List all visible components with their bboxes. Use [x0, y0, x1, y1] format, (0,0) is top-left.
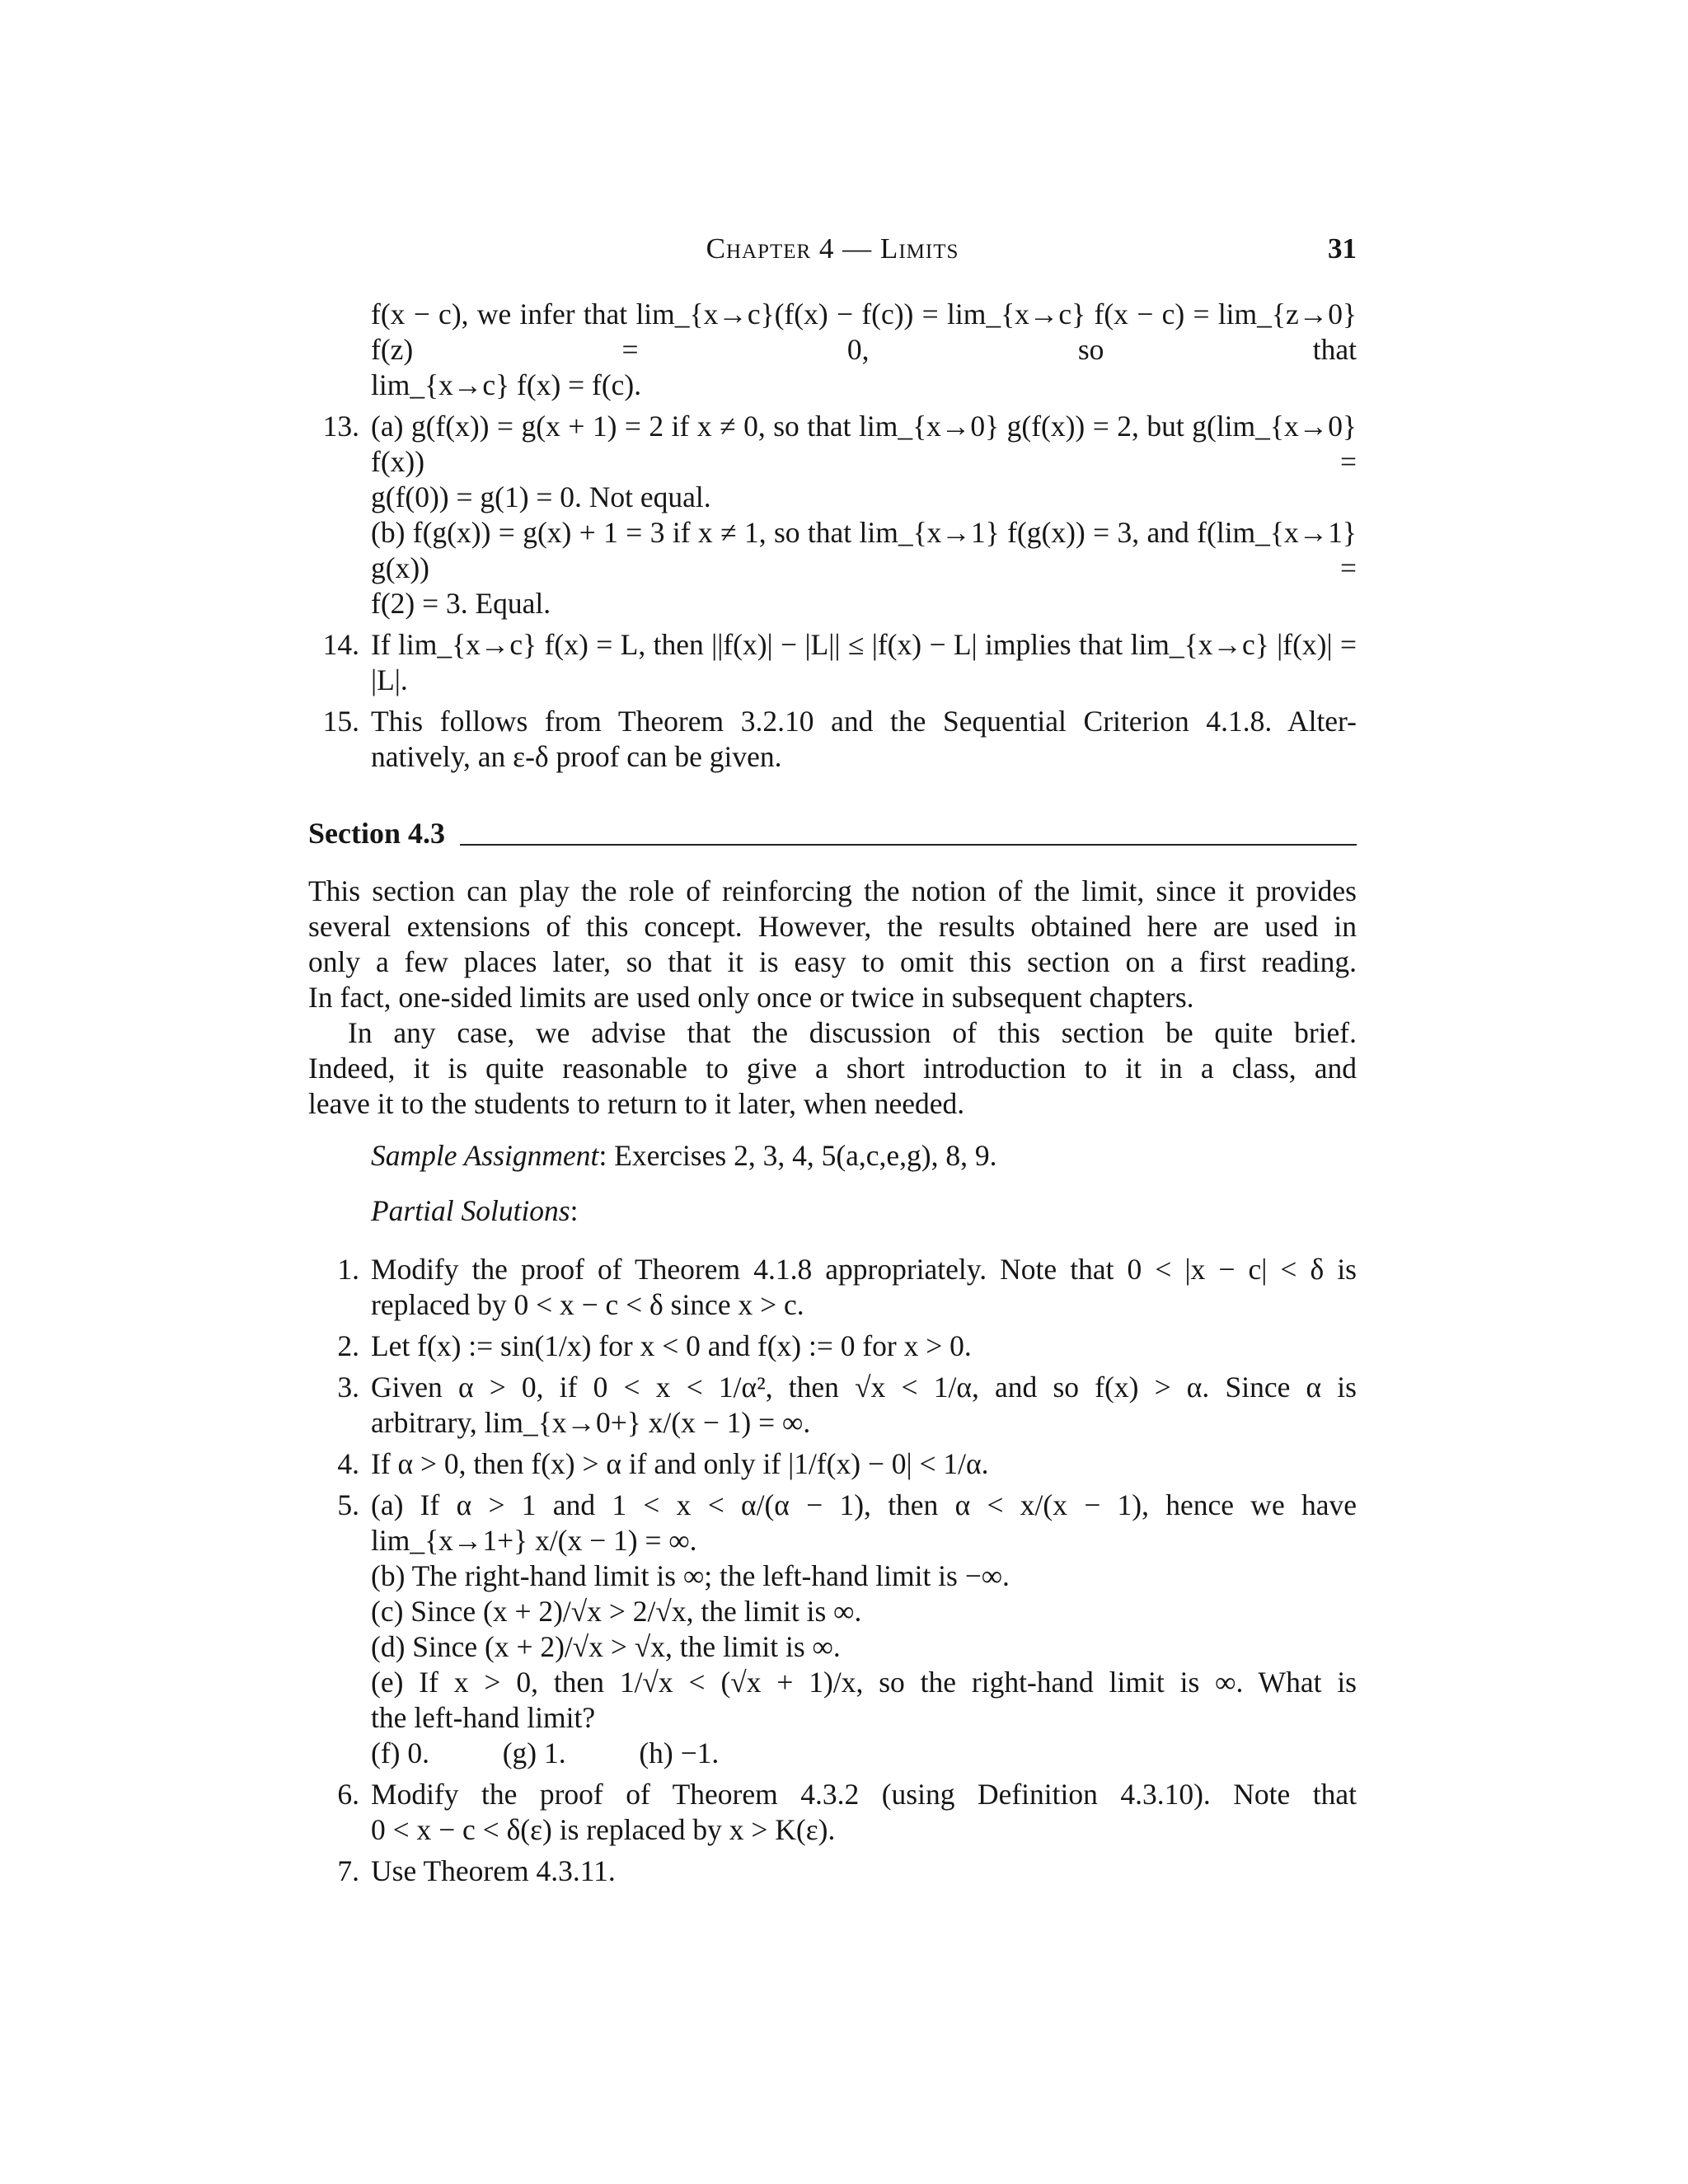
section-rule	[308, 844, 1357, 846]
text-line: Use Theorem 4.3.11.	[371, 1854, 616, 1887]
text-line: Modify the proof of Theorem 4.1.8 appropriately. Note that 0 < |x − c| < δ is	[371, 1253, 1357, 1286]
text-line: arbitrary, lim_{x→0+} x/(x − 1) = ∞.	[371, 1406, 811, 1439]
page-body	[308, 297, 1357, 1895]
text-line: This section can play the role of reinforcing the notion of the limit, since it provides	[308, 874, 1357, 907]
item-number: 15.	[322, 705, 359, 738]
section-paragraph-1	[308, 874, 1357, 1015]
text-line: only a few places later, so that it is easy to omit this section on a first reading.	[308, 945, 1357, 978]
text-line: (b) f(g(x)) = g(x) + 1 = 3 if x ≠ 1, so that lim_{x→1} f(g(x)) = 3, and f(lim_{x→1} g(x)) =	[371, 516, 1357, 584]
solution-item-6	[308, 1777, 1357, 1848]
text-line: (b) The right-hand limit is ∞; the left-hand limit is −∞.	[371, 1559, 1010, 1592]
solution-item-14	[308, 627, 1357, 698]
item-number: 2.	[337, 1329, 359, 1362]
item-number: 6.	[337, 1778, 359, 1811]
text-line: Indeed, it is quite reasonable to give a short introduction to it in a class, and	[308, 1052, 1357, 1085]
section-heading	[308, 816, 1357, 852]
text-line: leave it to the students to return to it later, when needed.	[308, 1087, 965, 1120]
item-number: 7.	[337, 1854, 359, 1887]
text-line: Modify the proof of Theorem 4.3.2 (using Definition 4.3.10). Note that	[371, 1778, 1357, 1811]
item-number: 1.	[337, 1253, 359, 1286]
text-line: natively, an ε-δ proof can be given.	[371, 740, 782, 773]
text-line: (a) g(f(x)) = g(x + 1) = 2 if x ≠ 0, so that lim_{x→0} g(f(x)) = 2, but g(lim_{x→0} f(x)) =	[371, 410, 1357, 478]
text-line: lim_{x→1+} x/(x − 1) = ∞.	[371, 1524, 697, 1557]
text-line: lim_{x→c} f(x) = f(c).	[371, 368, 642, 401]
text-line: (f) 0. (g) 1. (h) −1.	[371, 1736, 720, 1769]
partial-solutions-heading	[308, 1193, 1357, 1229]
sample-assignment	[308, 1138, 1357, 1174]
text-line: the left-hand limit?	[371, 1701, 596, 1734]
text-line: Given α > 0, if 0 < x < 1/α², then √x < 1/α, and so f(x) > α. Since α is	[371, 1371, 1357, 1404]
text-line: This follows from Theorem 3.2.10 and the Sequential Criterion 4.1.8. Alter-	[371, 705, 1357, 738]
solution-item-13	[308, 409, 1357, 621]
text-line: (a) If α > 1 and 1 < x < α/(α − 1), then α < x/(x − 1), hence we have	[371, 1488, 1357, 1521]
item-number: 3.	[337, 1371, 359, 1404]
text-line: f(x − c), we infer that lim_{x→c}(f(x) − f(c)) = lim_{x→c} f(x − c) = lim_{z→0} f(z) = 0, so that	[371, 298, 1357, 366]
solution-item-7	[308, 1854, 1357, 1889]
text-line: (e) If x > 0, then 1/√x < (√x + 1)/x, so the right-hand limit is ∞. What is	[371, 1666, 1357, 1699]
continued-solution-12	[308, 297, 1357, 403]
text-line: In fact, one-sided limits are used only once or twice in subsequent chapters.	[308, 981, 1194, 1014]
section-title: Section 4.3	[308, 817, 460, 850]
solution-item-15	[308, 704, 1357, 775]
text-line: (d) Since (x + 2)/√x > √x, the limit is ∞.	[371, 1630, 841, 1663]
item-number: 4.	[337, 1447, 359, 1480]
solution-item-1	[308, 1252, 1357, 1323]
text-line: several extensions of this concept. However, the results obtained here are used in	[308, 910, 1357, 943]
solution-item-5	[308, 1488, 1357, 1771]
sample-assignment-text: : Exercises 2, 3, 4, 5(a,c,e,g), 8, 9.	[598, 1139, 997, 1172]
running-header	[308, 232, 1357, 279]
text-line: f(2) = 3. Equal.	[371, 587, 551, 620]
solution-item-3	[308, 1370, 1357, 1441]
item-number: 13.	[322, 410, 359, 443]
text-line: g(f(0)) = g(1) = 0. Not equal.	[371, 480, 711, 513]
text-line: In any case, we advise that the discussion of this section be quite brief.	[348, 1016, 1357, 1049]
text-line: 0 < x − c < δ(ε) is replaced by x > K(ε).	[371, 1813, 836, 1846]
section-paragraph-2	[308, 1015, 1357, 1122]
chapter-title: Chapter 4 — Limits	[706, 232, 959, 265]
text-line: Let f(x) := sin(1/x) for x < 0 and f(x) := 0 for x > 0.	[371, 1329, 972, 1362]
page-number: 31	[1328, 232, 1357, 265]
text-line: If α > 0, then f(x) > α if and only if |1/f(x) − 0| < 1/α.	[371, 1447, 989, 1480]
solution-item-2	[308, 1329, 1357, 1364]
solution-item-4	[308, 1446, 1357, 1482]
partial-solutions-colon: :	[570, 1194, 579, 1227]
text-line: If lim_{x→c} f(x) = L, then ||f(x)| − |L|| ≤ |f(x) − L| implies that lim_{x→c} |f(x)| = |L|.	[371, 628, 1357, 696]
text-line: (c) Since (x + 2)/√x > 2/√x, the limit is ∞.	[371, 1595, 862, 1628]
item-number: 5.	[337, 1488, 359, 1521]
item-number: 14.	[322, 628, 359, 661]
text-line: replaced by 0 < x − c < δ since x > c.	[371, 1288, 804, 1321]
partial-solutions-label: Partial Solutions	[371, 1194, 570, 1227]
sample-assignment-label: Sample Assignment	[371, 1139, 599, 1172]
